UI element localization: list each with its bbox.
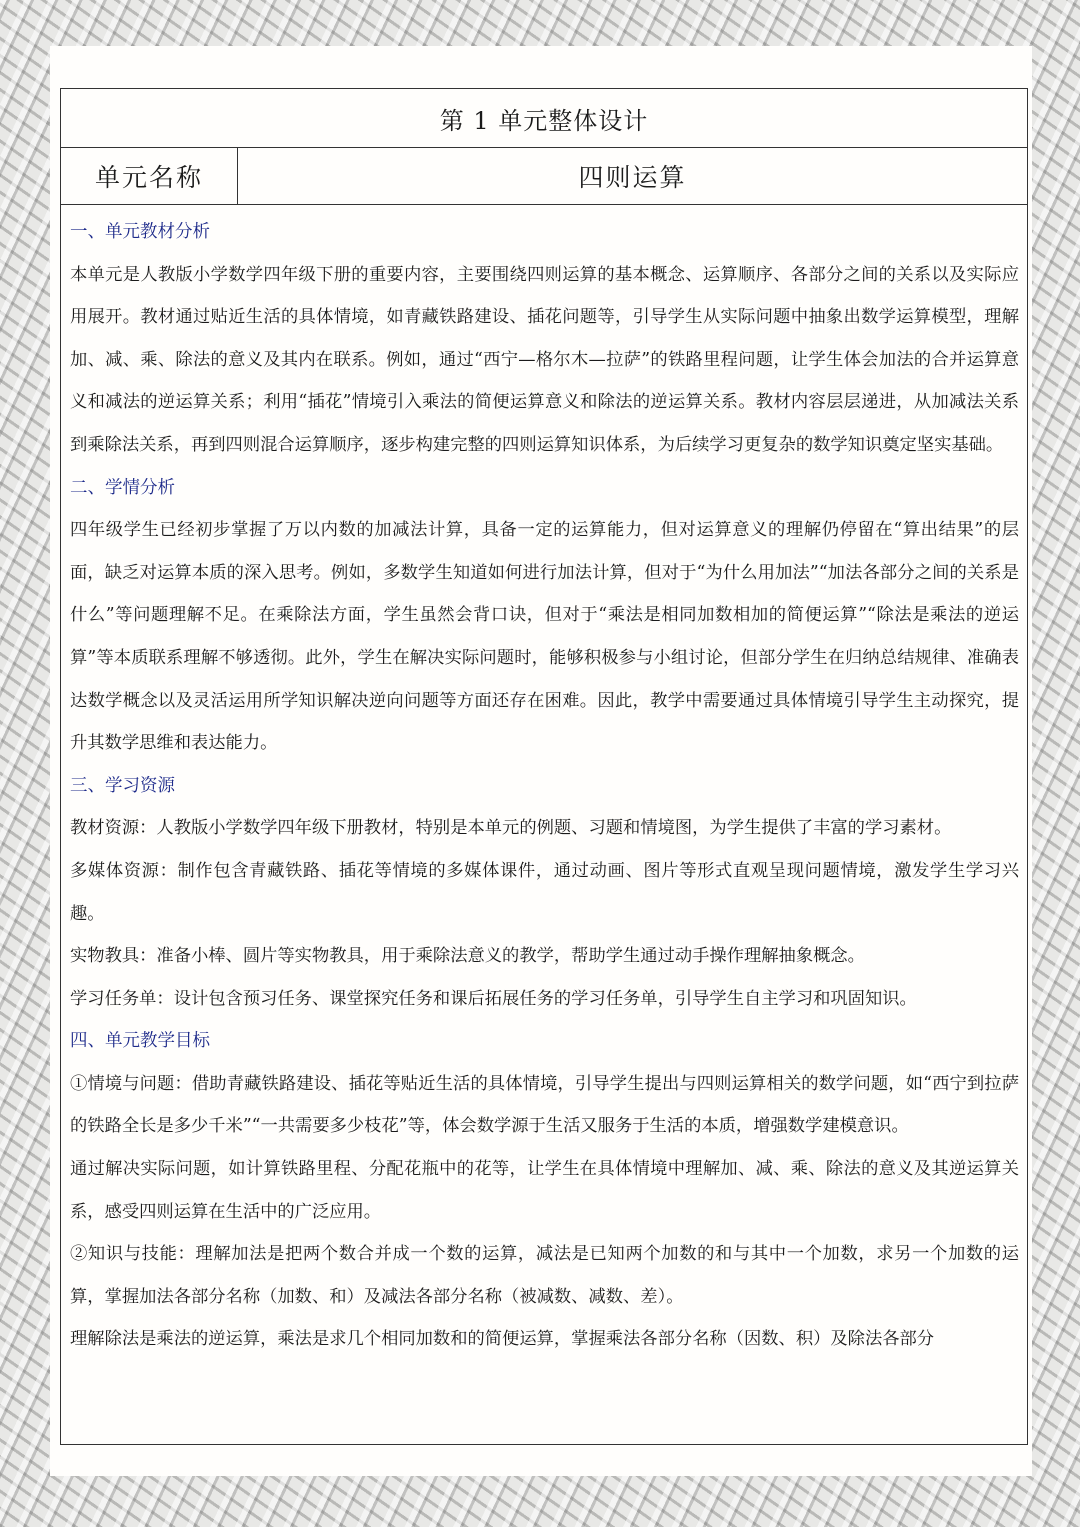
section-heading-textbook-analysis: 一、单元教材分析: [70, 222, 210, 242]
paragraph: 通过解决实际问题，如计算铁路里程、分配花瓶中的花等，让学生在具体情境中理解加、减、乘、除法的意义及其逆运算关系，感受四则运算在生活中的广泛应用。: [70, 1159, 1019, 1222]
paragraph: 实物教具：准备小棒、圆片等实物教具，用于乘除法意义的教学，帮助学生通过动手操作理解抽象概念。: [70, 946, 865, 967]
paragraph: 多媒体资源：制作包含青藏铁路、插花等情境的多媒体课件，通过动画、图片等形式直观呈现问题情境，激发学生学习兴趣。: [70, 860, 1019, 924]
paragraph: 四年级学生已经初步掌握了万以内数的加减法计算，具备一定的运算能力，但对运算意义的理解仍停留在“算出结果”的层面，缺乏对运算本质的深入思考。例如，多数学生知道如何进行加法计算，但对于“为什么用加法”“加法各部分之间的关系是什么”等问题理解不足。在乘除法方面，学生虽然会背口诀，但对于“乘法是相同加数相加的简便运算”“除法是乘法的逆运算”等本质联系理解不够透彻。此外，学生在解决实际问题时，能够积极参与小组讨论，但部分学生在归纳总结规律、准确表达数学概念以及灵活运用所学知识解决逆向问题等方面还存在困难。因此，教学中需要通过具体情境引导学生主动探究，提升其数学思维和表达能力。: [70, 520, 1019, 754]
unit-design-table: [60, 88, 1028, 1445]
paragraph: ②知识与技能：理解加法是把两个数合并成一个数的运算，减法是已知两个加数的和与其中一个加数，求另一个加数的运算，掌握加法各部分名称（加数、和）及减法各部分名称（被减数、减数、差）。: [70, 1244, 1019, 1307]
section-heading-learner-analysis: 二、学情分析: [70, 477, 175, 498]
unit-name-label: 单元名称: [61, 148, 238, 204]
paragraph: 本单元是人教版小学数学四年级下册的重要内容，主要围绕四则运算的基本概念、运算顺序、各部分之间的关系以及实际应用展开。教材通过贴近生活的具体情境，如青藏铁路建设、插花问题等，引导学生从实际问题中抽象出数学运算模型，理解加、减、乘、除法的意义及其内在联系。例如，通过“西宁—格尔木—拉萨”的铁路里程问题，让学生体会加法的合并运算意义和减法的逆运算关系；利用“插花”情境引入乘法的简便运算意义和除法的逆运算关系。教材内容层层递进，从加减法关系到乘除法关系，再到四则混合运算顺序，逐步构建完整的四则运算知识体系，为后续学习更复杂的数学知识奠定坚实基础。: [70, 264, 1019, 455]
unit-name-row: [61, 148, 1027, 205]
paragraph: 学习任务单：设计包含预习任务、课堂探究任务和课后拓展任务的学习任务单，引导学生自主学习和巩固知识。: [70, 988, 917, 1009]
section-heading-learning-resources: 三、学习资源: [70, 775, 175, 796]
paragraph: 教材资源：人教版小学数学四年级下册教材，特别是本单元的例题、习题和情境图，为学生提供了丰富的学习素材。: [70, 818, 952, 839]
section-heading-teaching-goals: 四、单元教学目标: [70, 1031, 210, 1052]
document-title: 第 1 单元整体设计: [61, 89, 1027, 148]
paragraph: ①情境与问题：借助青藏铁路建设、插花等贴近生活的具体情境，引导学生提出与四则运算相关的数学问题，如“西宁到拉萨的铁路全长是多少千米”“一共需要多少枝花”等，体会数学源于生活又服务于生活的本质，增强数学建模意识。: [70, 1073, 1019, 1137]
document-page: [50, 46, 1032, 1476]
unit-name-value: 四则运算: [578, 163, 687, 192]
content-cell: [61, 205, 1027, 1444]
paragraph: 理解除法是乘法的逆运算，乘法是求几个相同加数和的简便运算，掌握乘法各部分名称（因数、积）及除法各部分: [70, 1329, 935, 1350]
